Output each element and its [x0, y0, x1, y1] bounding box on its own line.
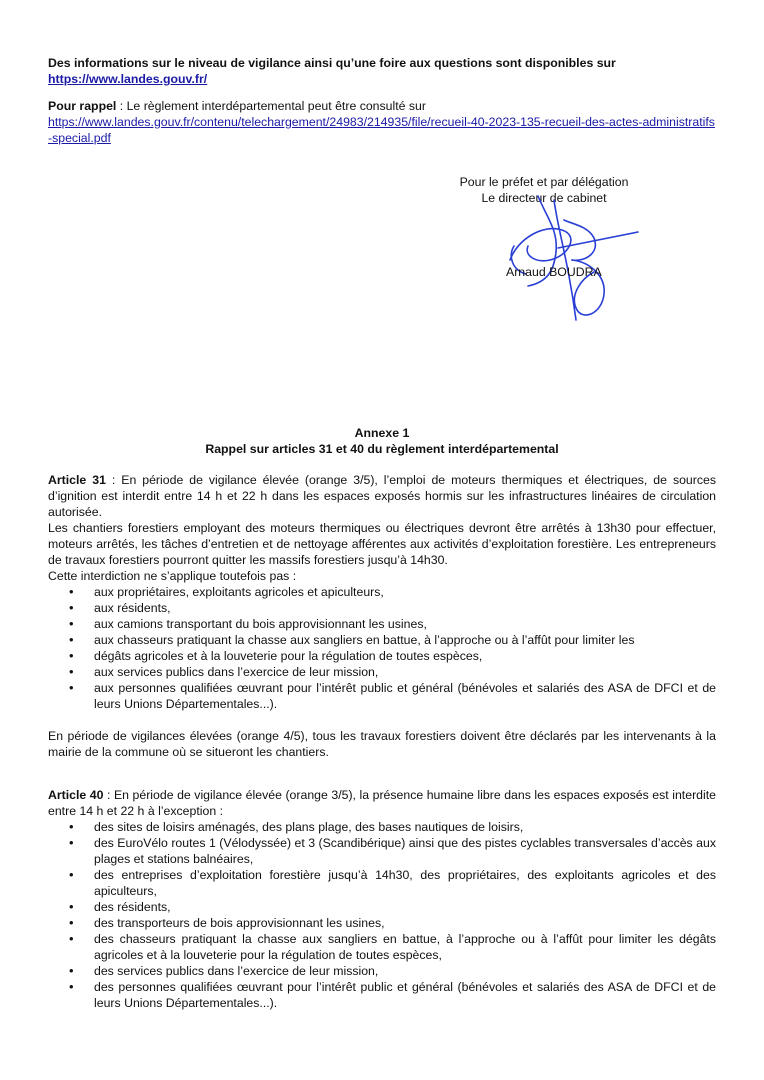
article-31-forestry: Les chantiers forestiers employant des moteurs thermiques ou électriques devront être arrêtés à 13h30 pour effectuer, moteurs arrêtés, les tâches d’entretien et de nettoyage afférentes aux activités d’exploitation forestière. Les entrepreneurs de travaux forestiers pourront quitter les massifs forestiers jusqu’à 14h30.: [48, 521, 716, 567]
signature-line-2: Le directeur de cabinet: [481, 191, 607, 205]
article-40-label: Article 40: [48, 788, 104, 802]
list-item: • aux propriétaires, exploitants agricoles et apiculteurs,: [48, 584, 716, 600]
list-item: • des transporteurs de bois approvisionnant les usines,: [48, 915, 716, 931]
rappel-text: : Le règlement interdépartemental peut être consulté sur: [116, 99, 426, 113]
list-item: • aux chasseurs pratiquant la chasse aux sangliers en battue, à l’approche ou à l’affût pour limiter les: [48, 632, 716, 648]
list-item: • aux camions transportant du bois approvisionnant les usines,: [48, 616, 716, 632]
list-item: • aux personnes qualifiées œuvrant pour l’intérêt public et général (bénévoles et salariés des ASA de DFCI et de leurs Unions Départementales...).: [48, 680, 716, 712]
article-40-exceptions-list: [48, 819, 716, 1011]
article-40-section: [48, 787, 716, 1011]
signature-line-1: Pour le préfet et par délégation: [459, 175, 629, 189]
annex-heading: [48, 425, 716, 457]
list-item: • des personnes qualifiées œuvrant pour l’intérêt public et général (bénévoles et salariés des ASA de DFCI et de leurs Unions Départementales...).: [48, 979, 716, 1011]
list-item: • aux résidents,: [48, 600, 716, 616]
list-item: • des EuroVélo routes 1 (Vélodyssée) et 3 (Scandibérique) ainsi que des pistes cyclables transversales d’accès aux plages et stations balnéaires,: [48, 835, 716, 867]
list-item: • des sites de loisirs aménagés, des plans plage, des bases nautiques de loisirs,: [48, 819, 716, 835]
list-item: • des chasseurs pratiquant la chasse aux sangliers en battue, à l’approche ou à l’affût pour limiter les dégâts agricoles et à la louveterie pour la régulation de toutes espèces,: [48, 931, 716, 963]
annex-title: Annexe 1: [354, 426, 410, 440]
reglement-pdf-link[interactable]: https://www.landes.gouv.fr/contenu/telechargement/24983/214935/file/recueil-40-2023-135-recueil-des-actes-administratifs-special.pdf: [48, 115, 715, 145]
rappel-label: Pour rappel: [48, 99, 117, 113]
landes-website-link[interactable]: https://www.landes.gouv.fr/: [48, 72, 208, 86]
list-item: • des résidents,: [48, 899, 716, 915]
list-item: • aux services publics dans l’exercice de leur mission,: [48, 664, 716, 680]
article-31-label: Article 31: [48, 473, 106, 487]
rappel-paragraph: [48, 98, 716, 146]
article-31-exceptions-intro: Cette interdiction ne s’applique toutefois pas :: [48, 569, 297, 583]
list-item: • des services publics dans l’exercice de leur mission,: [48, 963, 716, 979]
list-item: • dégâts agricoles et à la louveterie pour la régulation de toutes espèces,: [48, 648, 716, 664]
info-paragraph: [48, 55, 716, 87]
annex-subtitle: Rappel sur articles 31 et 40 du règlement interdépartemental: [205, 442, 559, 456]
article-31-section: [48, 472, 716, 760]
signatory-name: Arnaud BOUDRA: [506, 265, 602, 279]
article-40-intro: Article 40 : En période de vigilance élevée (orange 3/5), la présence humaine libre dans les espaces exposés est interdite entre 14 h et 22 h à l’exception :: [48, 788, 716, 818]
article-31-intro: Article 31 : En période de vigilance élevée (orange 3/5), l’emploi de moteurs thermiques et électriques, de sources d’ignition est interdit entre 14 h et 22 h dans les espaces exposés hormis sur les infrastructures linéaires de circulation autorisée.: [48, 473, 716, 519]
article-31-declaration: En période de vigilances élevées (orange 4/5), tous les travaux forestiers doivent être déclarés par les intervenants à la mairie de la commune où se situeront les chantiers.: [48, 729, 716, 759]
list-item: • des entreprises d’exploitation forestière jusqu’à 14h30, des propriétaires, des exploitants agricoles et des apiculteurs,: [48, 867, 716, 899]
info-text: Des informations sur le niveau de vigilance ainsi qu’une foire aux questions sont disponibles sur: [48, 56, 616, 70]
handwritten-signature: [498, 190, 648, 330]
article-31-exceptions-list: [48, 584, 716, 712]
